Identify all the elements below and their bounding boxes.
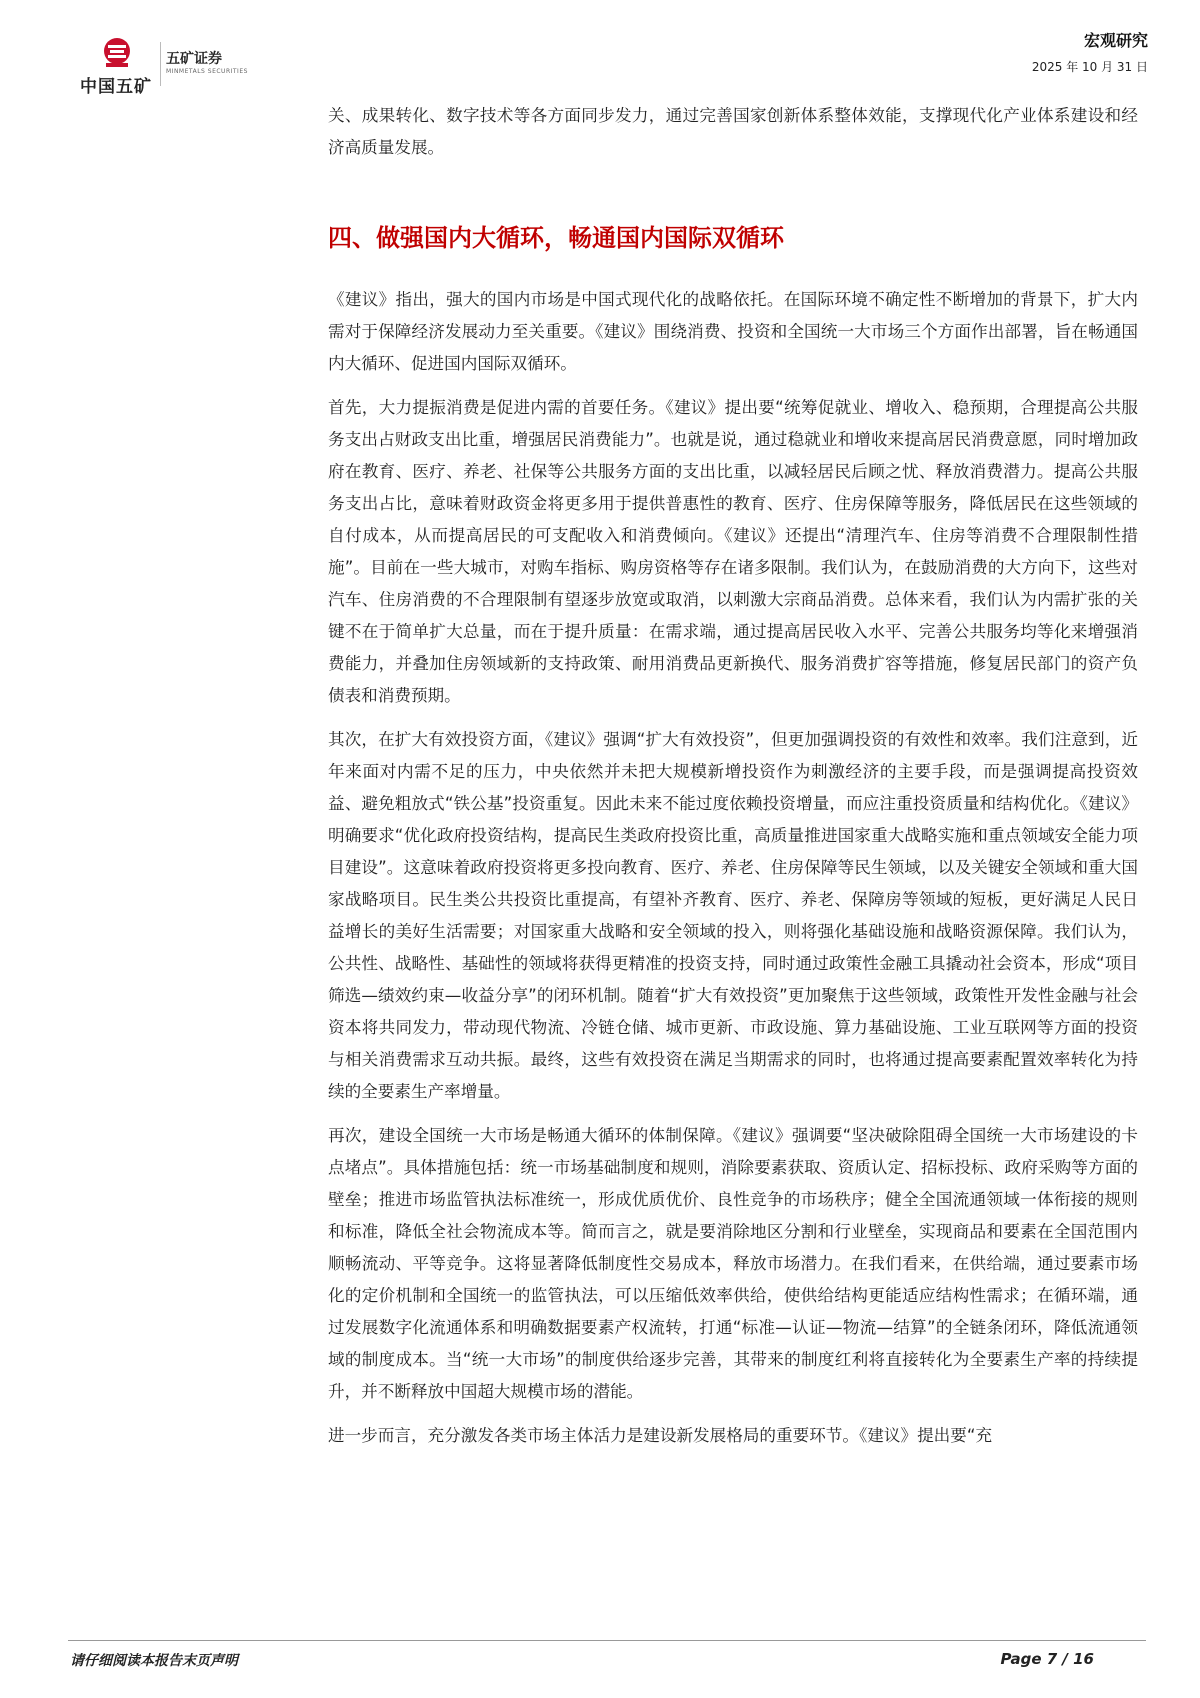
company-logo	[80, 36, 250, 97]
body-paragraph: 其次，在扩大有效投资方面，《建议》强调“扩大有效投资”，但更加强调投资的有效性和效率。我们注意到，近年来面对内需不足的压力，中央依然并未把大规模新增投资作为刺激经济的主要手段，而是强调提高投资效益、避免粗放式“铁公基”投资重复。因此未来不能过度依赖投资增量，而应注重投资质量和结构优化。《建议》明确要求“优化政府投资结构，提高民生类政府投资比重，高质量推进国家重大战略实施和重点领域安全能力项目建设”。这意味着政府投资将更多投向教育、医疗、养老、住房保障等民生领域，以及关键安全领域和重大国家战略项目。民生类公共投资比重提高，有望补齐教育、医疗、养老、保障房等领域的短板，更好满足人民日益增长的美好生活需要；对国家重大战略和安全领域的投入，则将强化基础设施和战略资源保障。我们认为，公共性、战略性、基础性的领域将获得更精准的投资支持，同时通过政策性金融工具撬动社会资本，形成“项目筛选—绩效约束—收益分享”的闭环机制。随着“扩大有效投资”更加聚焦于这些领域，政策性开发性金融与社会资本将共同发力，带动现代物流、冷链仓储、城市更新、市政设施、算力基础设施、工业互联网等方面的投资与相关消费需求互动共振。最终，这些有效投资在满足当期需求的同时，也将通过提高要素配置效率转化为持续的全要素生产率增量。	[328, 730, 1138, 1101]
body-paragraph: 再次，建设全国统一大市场是畅通大循环的体制保障。《建议》强调要“坚决破除阻碍全国统一大市场建设的卡点堵点”。具体措施包括：统一市场基础制度和规则，消除要素获取、资质认定、招标投标、政府采购等方面的壁垒；推进市场监管执法标准统一，形成优质优价、良性竞争的市场秩序；健全全国流通领域一体衔接的规则和标准，降低全社会物流成本等。简而言之，就是要消除地区分割和行业壁垒，实现商品和要素在全国范围内顺畅流动、平等竞争。这将显著降低制度性交易成本，释放市场潜力。在我们看来，在供给端，通过要素市场化的定价机制和全国统一的监管执法，可以压缩低效率供给，使供给结构更能适应结构性需求；在循环端，通过发展数字化流通体系和明确数据要素产权流转，打通“标准—认证—物流—结算”的全链条闭环，降低流通领域的制度成本。当“统一大市场”的制度供给逐步完善，其带来的制度红利将直接转化为全要素生产率的持续提升，并不断释放中国超大规模市场的潜能。	[328, 1126, 1138, 1401]
footer-disclaimer: 请仔细阅读本报告末页声明	[70, 1653, 238, 1669]
body-paragraph: 进一步而言，充分激发各类市场主体活力是建设新发展格局的重要环节。《建议》提出要“充	[328, 1426, 993, 1445]
intro-paragraph: 关、成果转化、数字技术等各方面同步发力，通过完善国家创新体系整体效能，支撑现代化产业体系建设和经济高质量发展。	[328, 106, 1138, 157]
company-name-cn: 中国五矿	[80, 77, 152, 97]
report-body	[328, 100, 1138, 1464]
brand-name: 五矿证券	[166, 51, 222, 67]
report-type: 宏观研究	[1083, 31, 1148, 50]
page-number: Page 7 / 16	[1000, 1650, 1094, 1668]
footer-divider	[68, 1640, 1146, 1641]
brand-name-en: MINMETALS SECURITIES	[166, 68, 248, 75]
logo-divider	[160, 42, 161, 86]
report-date: 2025 年 10 月 31 日	[1031, 60, 1148, 74]
body-paragraph: 首先，大力提振消费是促进内需的首要任务。《建议》提出要“统筹促就业、增收入、稳预期，合理提高公共服务支出占财政支出比重，增强居民消费能力”。也就是说，通过稳就业和增收来提高居民消费意愿，同时增加政府在教育、医疗、养老、社保等公共服务方面的支出比重，以减轻居民后顾之忧、释放消费潜力。提高公共服务支出占比，意味着财政资金将更多用于提供普惠性的教育、医疗、住房保障等服务，降低居民在这些领域的自付成本，从而提高居民的可支配收入和消费倾向。《建议》还提出“清理汽车、住房等消费不合理限制性措施”。目前在一些大城市，对购车指标、购房资格等存在诸多限制。我们认为，在鼓励消费的大方向下，这些对汽车、住房消费的不合理限制有望逐步放宽或取消，以刺激大宗商品消费。总体来看，我们认为内需扩张的关键不在于简单扩大总量，而在于提升质量：在需求端，通过提高居民收入水平、完善公共服务均等化来增强消费能力，并叠加住房领域新的支持政策、耐用消费品更新换代、服务消费扩容等措施，修复居民部门的资产负债表和消费预期。	[328, 398, 1138, 705]
page-header	[0, 0, 1200, 96]
section-title: 四、做强国内大循环，畅通国内国际双循环	[328, 224, 784, 252]
body-paragraph: 《建议》指出，强大的国内市场是中国式现代化的战略依托。在国际环境不确定性不断增加的背景下，扩大内需对于保障经济发展动力至关重要。《建议》围绕消费、投资和全国统一大市场三个方面作出部署，旨在畅通国内大循环、促进国内国际双循环。	[328, 290, 1138, 373]
minmetals-emblem-icon	[100, 36, 134, 70]
